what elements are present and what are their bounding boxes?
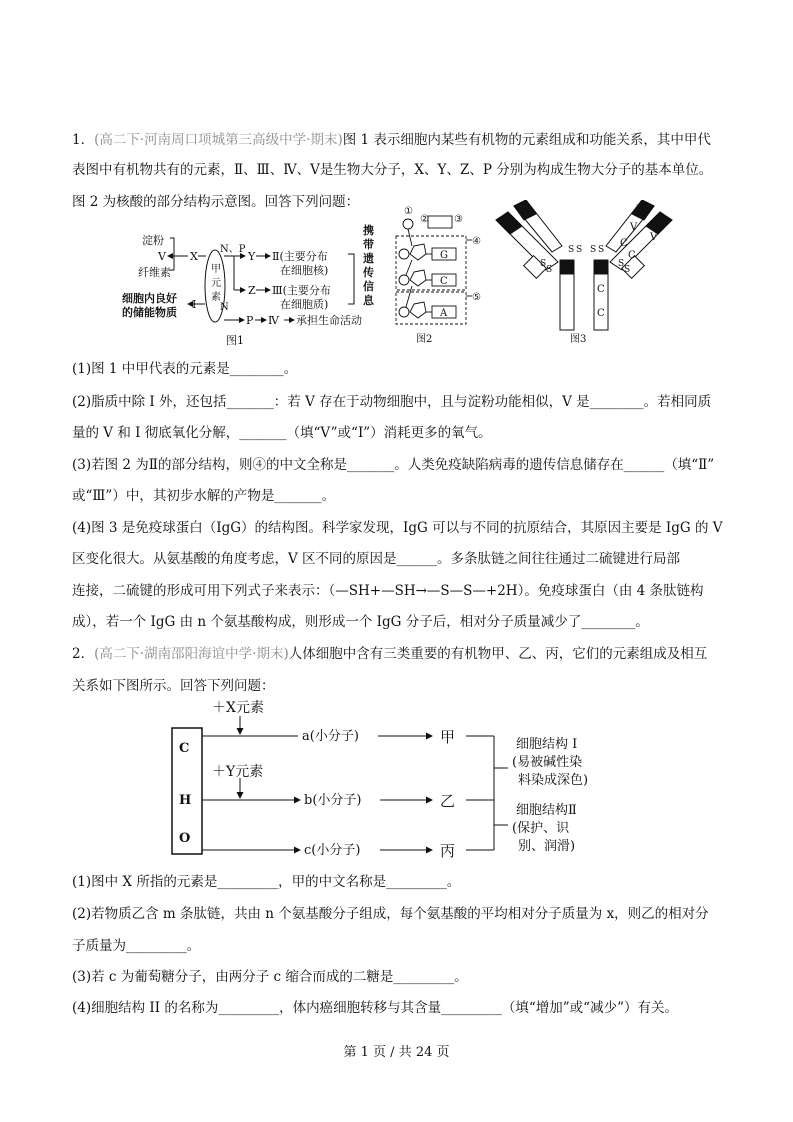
- q2-bing: 丙: [440, 842, 456, 860]
- q2-a: a(小分子): [302, 729, 359, 744]
- q2-jia: 甲: [440, 728, 456, 746]
- fig3-S-8: S: [624, 265, 631, 275]
- figure-2: [392, 202, 492, 348]
- fig1-xibao2: 的储能物质: [122, 306, 177, 319]
- q2-stem-text: 人体细胞中含有三类重要的有机物甲、乙、丙，它们的元素组成及相互: [288, 646, 708, 662]
- fig1-xiedai-6: 息: [363, 294, 374, 307]
- fig1-I: I: [192, 298, 197, 311]
- q1-sub-3b: 或“Ⅲ”）中，其初步水解的产物是_______。: [72, 488, 336, 504]
- q2-source: (高二下·湖南邵阳海谊中学·期末): [94, 646, 289, 662]
- q1-source: (高二下·河南周口项城第三高级中学·期末): [94, 132, 343, 148]
- fig3-C-3: C: [597, 284, 605, 295]
- q2-s2-line2: (保护、识: [512, 821, 570, 836]
- fig1-dianfen: 淀粉: [142, 234, 164, 247]
- fig2-circle-3: ③: [454, 214, 463, 225]
- q2-addX: ＋X元素: [212, 700, 264, 716]
- q2-b: b(小分子): [304, 793, 362, 808]
- figure-1: [118, 224, 404, 348]
- q2-sub-2b: 子质量为_________。: [72, 938, 201, 954]
- q2-O: O: [179, 831, 191, 846]
- q2-line-1: [72, 644, 707, 664]
- fig2-circle-1: ①: [404, 206, 413, 217]
- fig2-circle-4: ④: [472, 236, 481, 247]
- fig2-base-C: C: [440, 276, 448, 287]
- q2-s2-title: 细胞结构Ⅱ: [516, 803, 577, 818]
- q2-line-2: 关系如下图所示。回答下列问题：: [72, 678, 275, 694]
- fig1-xiedai-4: 传: [363, 266, 374, 279]
- fig3-C-4: C: [597, 308, 605, 319]
- fig1-II: Ⅱ(主要分布: [272, 250, 328, 263]
- q2-C: C: [179, 741, 190, 756]
- q1-sub-4c: 连接，二硫键的形成可用下列式子来表示：（—SH+—SH→—S—S—+2H）。免疫球蛋白（由 4 条肽链构: [72, 583, 704, 599]
- fig3-S-4: S: [598, 245, 605, 255]
- q2-sub-2: (2)若物质乙含 m 条肽链，共由 n 个氨基酸分子组成，每个氨基酸的平均相对分子质量为 x，则乙的相对分: [72, 906, 709, 922]
- fig1-III: Ⅲ(主要分布: [272, 284, 331, 297]
- fig1-jia-2: 元: [211, 278, 221, 289]
- q2-sub-1: (1)图中 X 所指的元素是_________，甲的中文名称是_________。: [72, 874, 461, 890]
- fig3-label-L: L: [662, 216, 669, 227]
- q1-sub-4: (4)图 3 是免疫球蛋白（IgG）的结构图。科学家发现，IgG 可以与不同的抗原结合，其原因主要是 IgG 的 V: [72, 520, 723, 536]
- q2-s2-line3: 别、润滑): [518, 839, 576, 854]
- q2-number: 2．: [72, 646, 95, 662]
- q1-sub-4b: 区变化很大。从氨基酸的角度考虑，V 区不同的原因是______。多条肽链之间往往通过二硫键进行局部: [72, 551, 681, 567]
- fig1-xibao1: 细胞内良好: [122, 292, 177, 305]
- fig1-jia-1: 甲: [211, 264, 221, 275]
- fig3-S-7: S: [618, 259, 625, 269]
- q2-s1-line2: (易被碱性染: [512, 755, 583, 770]
- q1-number: 1．: [72, 132, 95, 148]
- q2-H: H: [179, 793, 192, 808]
- q2-yi: 乙: [440, 792, 456, 810]
- fig1-xiedai-1: 携: [363, 224, 374, 237]
- fig1-caption: 图1: [226, 334, 244, 347]
- fig1-jia-3: 素: [211, 292, 221, 303]
- fig3-C-1: C: [620, 238, 628, 249]
- q1-sub-4d: 成），若一个 IgG 由 n 个氨基酸构成，则形成一个 IgG 分子后，相对分子质量减少了________。: [72, 614, 649, 630]
- fig3-S-3: S: [590, 245, 597, 255]
- fig1-X: X: [190, 250, 198, 263]
- fig2-caption: 图2: [416, 334, 433, 345]
- fig1-xiedai-5: 信: [363, 280, 374, 293]
- fig1-N: N: [220, 302, 229, 313]
- fig1-V: V: [158, 250, 166, 263]
- fig3-caption: 图3: [570, 334, 587, 345]
- q2-sub-3: (3)若 c 为葡萄糖分子，由两分子 c 缩合而成的二糖是_________。: [72, 969, 468, 985]
- q1-line-1: [72, 130, 711, 150]
- q2-s1-line3: 料染成深色): [518, 773, 589, 788]
- q1-line-3: 图 2 为核酸的部分结构示意图。回答下列问题：: [72, 194, 360, 210]
- fig3-S-5: S: [540, 259, 547, 269]
- fig1-xianweisu: 纤维素: [138, 266, 171, 279]
- q2-c: c(小分子): [304, 843, 361, 858]
- fig1-II-b: 在细胞核): [280, 264, 329, 277]
- fig3-S-1: S: [568, 245, 575, 255]
- fig2-base-G: G: [440, 250, 448, 261]
- q2-addY: ＋Y元素: [212, 764, 264, 780]
- fig1-III-b: 在细胞质): [280, 298, 329, 311]
- figure-3: [490, 200, 680, 348]
- fig2-circle-5: ⑤: [472, 292, 481, 303]
- fig1-Z: Z: [248, 284, 256, 297]
- fig1-chengdan: 承担生命活动: [296, 314, 362, 327]
- q1-sub-3: (3)若图 2 为Ⅱ的部分结构，则④的中文全称是_______。人类免疫缺陷病毒的遗传信息储存在______（填“Ⅱ”: [72, 457, 715, 473]
- fig3-V-1: V: [630, 222, 638, 233]
- q1-sub-2: (2)脂质中除 I 外，还包括_______：若 V 存在于动物细胞中，且与淀粉功能相似，V 是________。若相同质: [72, 394, 712, 410]
- q1-sub-2b: 量的 V 和 I 彻底氧化分解，_______（填“V”或“I”）消耗更多的氧气。: [72, 425, 492, 441]
- q2-s1-title: 细胞结构 Ⅰ: [516, 737, 578, 752]
- page-footer: 第 1 页 / 共 24 页: [343, 1045, 450, 1060]
- fig3-S-2: S: [576, 245, 583, 255]
- fig2-circle-2: ②: [420, 214, 429, 225]
- fig2-base-A: A: [440, 308, 448, 319]
- fig1-IV: Ⅳ: [268, 314, 279, 327]
- fig3-S-6: S: [546, 265, 553, 275]
- q1-line-2: 表图中有机物共有的元素，Ⅱ、Ⅲ、Ⅳ、Ⅴ是生物大分子，X、Y、Z、P 分别为构成生物大分子的基本单位。: [72, 162, 713, 178]
- fig1-NP: N、P: [220, 244, 246, 255]
- q1-sub-1: (1)图 1 中甲代表的元素是________。: [72, 361, 298, 377]
- fig1-Y: Y: [248, 250, 256, 263]
- fig3-V-2: V: [650, 232, 658, 243]
- fig3-C-2: C: [628, 250, 636, 261]
- q2-sub-4: (4)细胞结构 II 的名称为_________，体内癌细胞转移与其含量_________（填“增加”或“减少”）有关。: [72, 1000, 678, 1016]
- fig1-P: P: [246, 314, 254, 327]
- fig3-label-H: H: [636, 204, 645, 215]
- fig1-xiedai-3: 遗: [363, 252, 374, 265]
- figure-q2: [160, 698, 660, 864]
- fig1-xiedai-2: 带: [363, 238, 374, 251]
- q1-stem-text: 图 1 表示细胞内某些有机物的元素组成和功能关系，其中甲代: [342, 132, 711, 148]
